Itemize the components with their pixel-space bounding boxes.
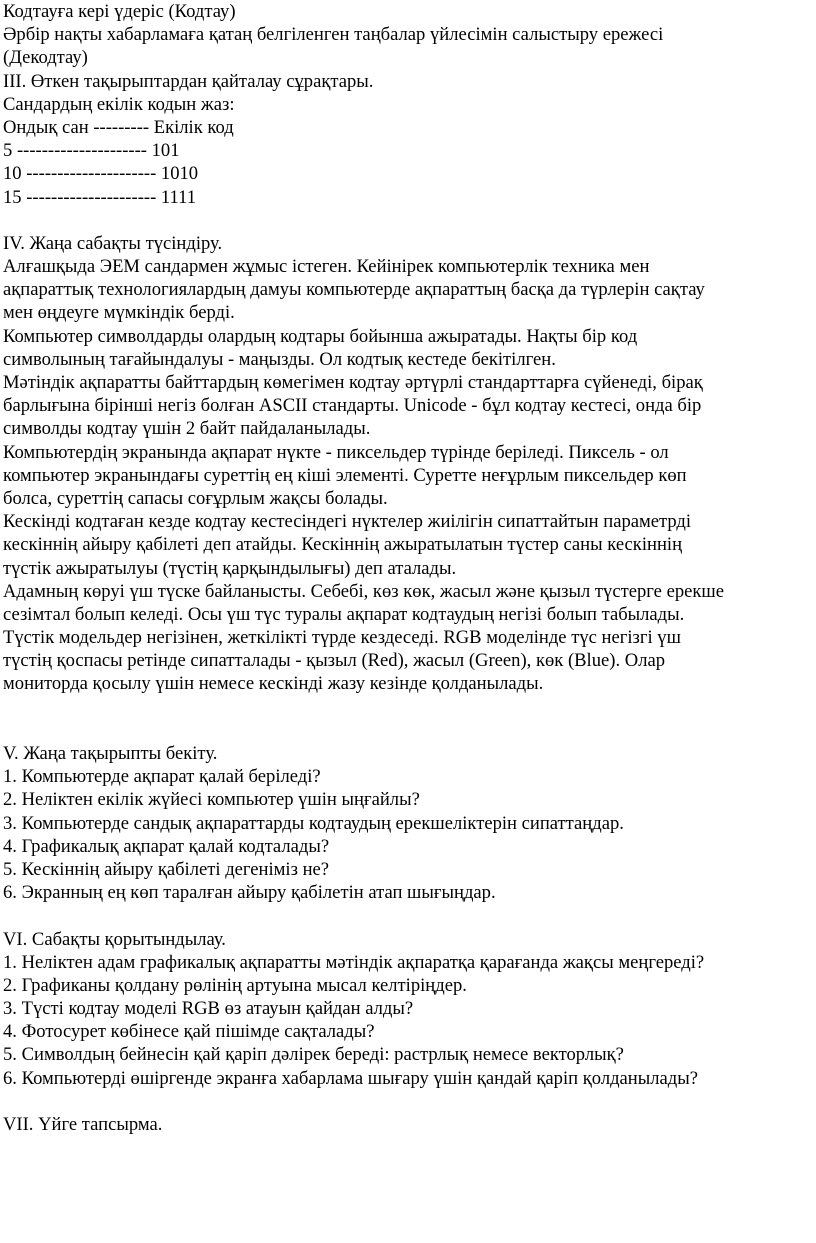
intro-line: Әрбір нақты хабарламаға қатаң белгіленген таңбалар үйлесімін салыстыру ережесі bbox=[3, 24, 664, 46]
paragraph-line: компьютер экранындағы суреттің ең кіші элементі. Суретте неғұрлым пиксельдер көп bbox=[3, 464, 687, 486]
paragraph-line: мен өңдеуге мүмкіндік берді. bbox=[3, 302, 235, 324]
paragraph-line: сезімтал болып келеді. Осы үш түс туралы ақпарат кодтаудың негізі болып табылады. bbox=[3, 603, 685, 625]
question-item: 1. Компьютерде ақпарат қалай беріледі? bbox=[3, 766, 321, 788]
question-item: 3. Компьютерде сандық ақпараттарды кодтаудың ерекшеліктерін сипаттаңдар. bbox=[3, 812, 624, 834]
paragraph-line: Алғашқыда ЭЕМ сандармен жұмыс істеген. Кейінірек компьютерлік техника мен bbox=[3, 256, 650, 278]
document-body bbox=[3, 0, 815, 1136]
section-5-heading: V. Жаңа тақырыпты бекіту. bbox=[3, 743, 218, 764]
conversion-row: 10 --------------------- 1010 bbox=[3, 163, 199, 185]
paragraph-line: Түстік модельдер негізінен, жеткілікті түрде кездеседі. RGB моделінде түс негізгі үш bbox=[3, 627, 681, 649]
question-item: 3. Түсті кодтау моделі RGB өз атауын қайдан алды? bbox=[3, 998, 414, 1020]
paragraph-line: мониторда қосылу үшін немесе кескінді жазу кезінде қолданылады. bbox=[3, 673, 544, 695]
paragraph-line: символының тағайындалуы - маңызды. Ол кодтық кестеде бекітілген. bbox=[3, 348, 556, 370]
paragraph-line: Мәтіндік ақпаратты байттардың көмегімен кодтау әртүрлі стандарттарға сүйенеді, бірақ bbox=[3, 372, 703, 393]
blank-line bbox=[3, 209, 815, 232]
paragraph-line: барлығына бірінші негіз болған ASCII стандарты. Unicode - бұл кодтау кестесі, онда бір bbox=[3, 395, 702, 417]
paragraph-line: кескіннің айыру қабілеті деп атайды. Кескіннің ажыратылатын түстер саны кескіннің bbox=[3, 534, 683, 556]
question-item: 6. Экранның ең көп таралған айыру қабілетін атап шығыңдар. bbox=[3, 882, 496, 904]
paragraph-line: болса, суреттің сапасы соғұрлым жақсы болады. bbox=[3, 487, 388, 509]
question-item: 5. Кескіннің айыру қабілеті дегеніміз не? bbox=[3, 858, 330, 880]
question-item: 4. Фотосурет көбінесе қай пішімде сақталады? bbox=[3, 1021, 375, 1043]
paragraph-line: Кескінді кодтаған кезде кодтау кестесіндегі нүктелер жиілігін сипаттайтын параметрді bbox=[3, 511, 692, 533]
conversion-row: 5 --------------------- 101 bbox=[3, 140, 180, 162]
conversion-table-header: Ондық сан --------- Екілік код bbox=[3, 116, 234, 138]
blank-line bbox=[3, 1090, 815, 1113]
question-item: 4. Графикалық ақпарат қалай кодталады? bbox=[3, 835, 330, 857]
paragraph-line: ақпараттық технологиялардың дамуы компьютерде ақпараттың басқа да түрлерін сақтау bbox=[3, 279, 705, 301]
conversion-row: 15 --------------------- 1111 bbox=[3, 186, 197, 208]
question-item: 5. Символдың бейнесін қай қаріп дәлірек береді: растрлық немесе векторлық? bbox=[3, 1044, 624, 1066]
section-4-heading: IV. Жаңа сабақты түсіндіру. bbox=[3, 232, 223, 254]
intro-line: (Декодтау) bbox=[3, 47, 88, 69]
paragraph-line: Компьютердің экранында ақпарат нүкте - пиксельдер түрінде беріледі. Пиксель - ол bbox=[3, 441, 669, 463]
intro-line: Кодтауға кері үдеріс (Кодтау) bbox=[3, 1, 236, 22]
blank-line bbox=[3, 719, 815, 742]
blank-line bbox=[3, 696, 815, 719]
section-3-task: Сандардың екілік кодын жаз: bbox=[3, 93, 235, 115]
blank-line bbox=[3, 904, 815, 927]
section-7-heading: VII. Үйге тапсырма. bbox=[3, 1114, 163, 1135]
paragraph-line: Адамның көруі үш түске байланысты. Себебі, көз көк, жасыл және қызыл түстерге ерекше bbox=[3, 580, 724, 602]
paragraph-line: түстің қоспасы ретінде сипатталады - қызыл (Red), жасыл (Green), көк (Blue). Олар bbox=[3, 650, 666, 672]
question-item: 2. Графиканы қолдану рөлінің артуына мысал келтіріңдер. bbox=[3, 974, 467, 996]
paragraph-line: Компьютер символдарды олардың кодтары бойынша ажыратады. Нақты бір код bbox=[3, 325, 638, 347]
question-item: 2. Неліктен екілік жүйесі компьютер үшін ыңғайлы? bbox=[3, 789, 420, 811]
question-item: 6. Компьютерді өшіргенде экранға хабарлама шығару үшін қандай қаріп қолданылады? bbox=[3, 1067, 698, 1089]
paragraph-line: символды кодтау үшін 2 байт пайдаланылады. bbox=[3, 418, 371, 440]
question-item: 1. Неліктен адам графикалық ақпаратты мәтіндік ақпаратқа қарағанда жақсы меңгереді? bbox=[3, 951, 705, 973]
paragraph-line: түстік ажыратылуы (түстің қарқындылығы) деп аталады. bbox=[3, 557, 457, 579]
section-6-heading: VI. Сабақты қорытындылау. bbox=[3, 928, 226, 950]
section-3-heading: III. Өткен тақырыптардан қайталау сұрақтары. bbox=[3, 70, 374, 92]
